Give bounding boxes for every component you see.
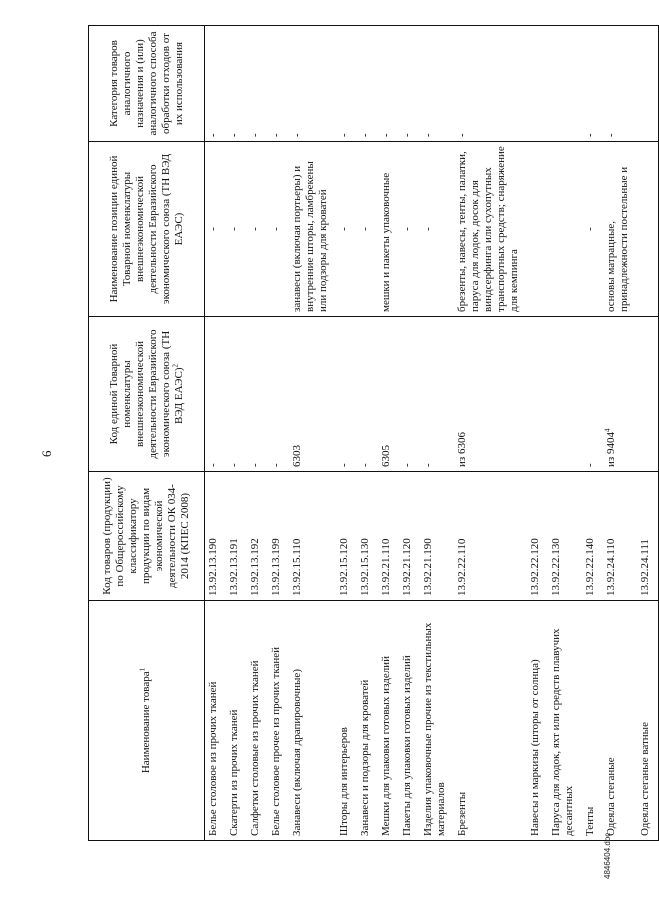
cell-name: Пакеты для упаковки готовых изделий: [399, 601, 420, 841]
cell-name: Шторы для интерьеров: [336, 601, 357, 841]
cell-tnved-code: -: [582, 317, 603, 472]
cell-category: -: [336, 26, 357, 142]
table-row: [548, 26, 582, 841]
cell-name: Одеяла стеганые: [603, 601, 637, 841]
header-okpd-code: Код товаров (продукции) по Общероссийскому классификатору продукции по видам экономической деятельности ОК 034-2014 (КПЕС 2008): [89, 472, 205, 601]
cell-category: -: [454, 26, 527, 142]
cell-name: Скатерти из прочих тканей: [226, 601, 247, 841]
cell-name: Паруса для лодок, яхт или средств плавучих десантных: [548, 601, 582, 841]
cell-tnved-name: основы матрацные, принадлежности постельные и: [603, 142, 637, 317]
cell-tnved-code: [637, 317, 659, 472]
cell-okpd-code: 13.92.24.111: [637, 472, 659, 601]
header-tnved-code: Код единой Товарной номенклатуры внешнеэкономической деятельности Евразийского экономического союза (ТН ВЭД ЕАЭС)$^2$: [89, 317, 205, 472]
cell-okpd-code: 13.92.15.130: [357, 472, 378, 601]
cell-tnved-code: из 9404$^4$: [603, 317, 637, 472]
page-number: 6: [39, 450, 54, 457]
cell-tnved-code: -: [399, 317, 420, 472]
cell-name: Мешки для упаковки готовых изделий: [378, 601, 399, 841]
cell-tnved-name: -: [336, 142, 357, 317]
cell-tnved-name: -: [247, 142, 268, 317]
cell-name: Одеяла стеганые ватные: [637, 601, 659, 841]
table-row: [582, 26, 603, 841]
cell-okpd-code: 13.92.24.110: [603, 472, 637, 601]
cell-tnved-code: -: [357, 317, 378, 472]
cell-category: -: [226, 26, 247, 142]
cell-tnved-code: -: [226, 317, 247, 472]
cell-okpd-code: 13.92.15.110: [289, 472, 336, 601]
table-row: [336, 26, 357, 841]
cell-tnved-code: -: [205, 317, 227, 472]
header-name: Наименование товара$^1$: [89, 601, 205, 841]
table-row: [527, 26, 548, 841]
cell-category: -: [378, 26, 399, 142]
cell-category: -: [420, 26, 454, 142]
table-row: [205, 26, 227, 841]
cell-tnved-name: -: [582, 142, 603, 317]
cell-name: Брезенты: [454, 601, 527, 841]
cell-category: -: [289, 26, 336, 142]
footer-filename: 4846404.doc: [603, 832, 612, 879]
cell-category: [548, 26, 582, 142]
cell-tnved-code: -: [247, 317, 268, 472]
header-tnved-name: Наименование позиции единой Товарной номенклатуры внешнеэкономической деятельности Евразийского экономического союза (ТН ВЭД ЕАЭС): [89, 142, 205, 317]
table-row: [357, 26, 378, 841]
cell-name: Занавеси (включая драпировочные): [289, 601, 336, 841]
cell-okpd-code: 13.92.22.110: [454, 472, 527, 601]
cell-name: Занавеси и подзоры для кроватей: [357, 601, 378, 841]
cell-tnved-code: из 6306: [454, 317, 527, 472]
table-header-row: [89, 26, 205, 841]
cell-name: Белье столовое прочее из прочих тканей: [268, 601, 289, 841]
cell-category: -: [582, 26, 603, 142]
cell-name: Тенты: [582, 601, 603, 841]
cell-tnved-name: мешки и пакеты упаковочные: [378, 142, 399, 317]
table-row: [247, 26, 268, 841]
cell-okpd-code: 13.92.21.190: [420, 472, 454, 601]
cell-tnved-code: -: [420, 317, 454, 472]
cell-tnved-code: -: [336, 317, 357, 472]
cell-okpd-code: 13.92.13.190: [205, 472, 227, 601]
table-row: [399, 26, 420, 841]
cell-category: -: [205, 26, 227, 142]
cell-name: Белье столовое из прочих тканей: [205, 601, 227, 841]
cell-okpd-code: 13.92.21.110: [378, 472, 399, 601]
cell-okpd-code: 13.92.13.191: [226, 472, 247, 601]
table-row: [226, 26, 247, 841]
cell-tnved-code: -: [268, 317, 289, 472]
cell-tnved-name: [548, 142, 582, 317]
cell-tnved-name: брезенты, навесы, тенты, палатки, паруса для лодок, досок для виндсерфинга или сухопутных транспортных средств; снаряжение для кемпинга: [454, 142, 527, 317]
cell-tnved-name: -: [420, 142, 454, 317]
cell-tnved-code: 6303: [289, 317, 336, 472]
cell-category: [637, 26, 659, 142]
cell-okpd-code: 13.92.13.192: [247, 472, 268, 601]
cell-tnved-name: [637, 142, 659, 317]
cell-tnved-code: 6305: [378, 317, 399, 472]
cell-category: -: [399, 26, 420, 142]
table-row: [268, 26, 289, 841]
cell-okpd-code: 13.92.22.120: [527, 472, 548, 601]
cell-tnved-name: -: [357, 142, 378, 317]
table-row: [454, 26, 527, 841]
cell-tnved-name: -: [399, 142, 420, 317]
table-row: [289, 26, 336, 841]
cell-tnved-name: [527, 142, 548, 317]
cell-category: -: [603, 26, 637, 142]
cell-name: Изделия упаковочные прочие из текстильных материалов: [420, 601, 454, 841]
cell-category: -: [357, 26, 378, 142]
cell-category: -: [268, 26, 289, 142]
cell-tnved-name: занавеси (включая портьеры) и внутренние шторы, ламбрекены или подзоры для кроватей: [289, 142, 336, 317]
goods-table: [88, 25, 659, 841]
cell-category: [527, 26, 548, 142]
table-row: [637, 26, 659, 841]
table-row: [420, 26, 454, 841]
cell-tnved-name: -: [205, 142, 227, 317]
cell-category: -: [247, 26, 268, 142]
cell-okpd-code: 13.92.21.120: [399, 472, 420, 601]
cell-okpd-code: 13.92.13.199: [268, 472, 289, 601]
cell-tnved-code: [548, 317, 582, 472]
cell-okpd-code: 13.92.22.130: [548, 472, 582, 601]
cell-tnved-name: -: [226, 142, 247, 317]
cell-okpd-code: 13.92.22.140: [582, 472, 603, 601]
table-row: [603, 26, 637, 841]
cell-okpd-code: 13.92.15.120: [336, 472, 357, 601]
header-category: Категория товаров аналогичного назначения и (или) аналогичного способа обработки отходов от их использования: [89, 26, 205, 142]
cell-name: Салфетки столовые из прочих тканей: [247, 601, 268, 841]
cell-tnved-name: -: [268, 142, 289, 317]
rotated-sheet: [20, 20, 651, 885]
cell-name: Навесы и маркизы (шторы от солнца): [527, 601, 548, 841]
table-row: [378, 26, 399, 841]
cell-tnved-code: [527, 317, 548, 472]
